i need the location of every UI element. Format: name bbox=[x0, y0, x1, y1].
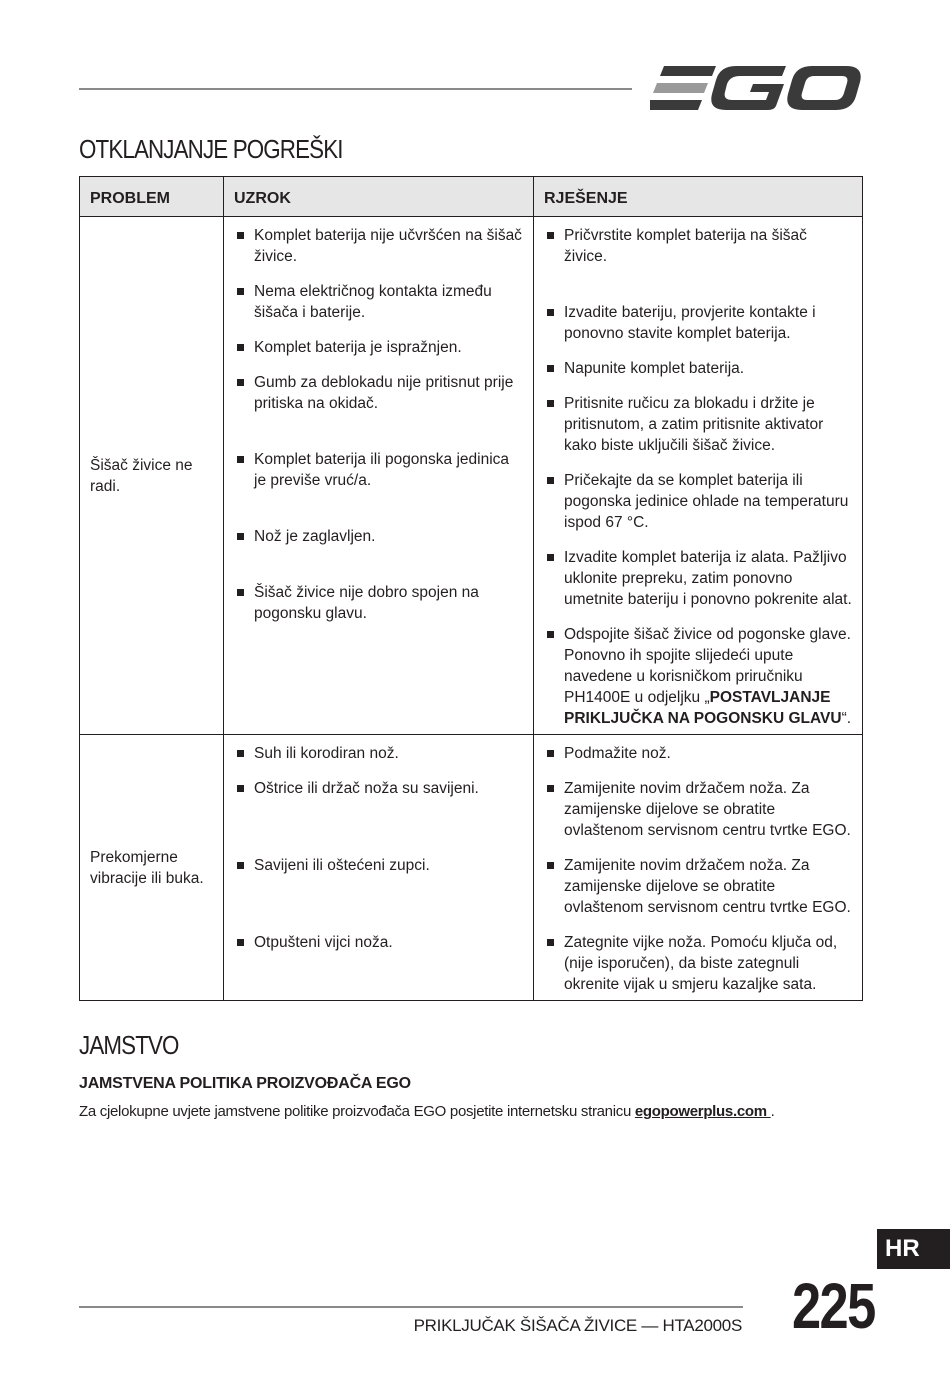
square-bullet-icon bbox=[237, 785, 244, 792]
square-bullet-icon bbox=[237, 750, 244, 757]
list-item: Komplet baterija je ispražnjen. bbox=[234, 337, 523, 358]
square-bullet-icon bbox=[547, 477, 554, 484]
list-item: Komplet baterija nije učvršćen na šišač živice. bbox=[234, 225, 523, 267]
list-item: Napunite komplet baterija. bbox=[544, 358, 852, 379]
square-bullet-icon bbox=[237, 939, 244, 946]
list-item: Savijeni ili oštećeni zupci. bbox=[234, 855, 523, 876]
square-bullet-icon bbox=[547, 554, 554, 561]
solution-cell bbox=[534, 735, 863, 1001]
list-item: Odspojite šišač živice od pogonske glave. Ponovno ih spojite slijedeći upute navedene u korisničkom priručniku PH1400E u odjeljku „POSTAVLJANJE PRIKLJUČKA NA POGONSKU GLAVU“. bbox=[544, 624, 852, 729]
square-bullet-icon bbox=[547, 400, 554, 407]
square-bullet-icon bbox=[547, 232, 554, 239]
list-item: Pričvrstite komplet baterija na šišač živice. bbox=[544, 225, 852, 267]
square-bullet-icon bbox=[237, 232, 244, 239]
list-item: Oštrice ili držač noža su savijeni. bbox=[234, 778, 523, 799]
list-item: Zamijenite novim držačem noža. Za zamijenske dijelove se obratite ovlaštenom servisnom centru tvrtke EGO. bbox=[544, 778, 852, 841]
cause-cell bbox=[224, 735, 534, 1001]
square-bullet-icon bbox=[237, 862, 244, 869]
square-bullet-icon bbox=[547, 862, 554, 869]
square-bullet-icon bbox=[547, 939, 554, 946]
language-tab: HR bbox=[877, 1229, 950, 1269]
table-row bbox=[80, 735, 863, 1001]
list-item: Zategnite vijke noža. Pomoću ključa od, (nije isporučen), da biste zategnuli okrenite vijak u smjeru kazaljke sata. bbox=[544, 932, 852, 995]
list-item: Nema električnog kontakta između šišača i baterije. bbox=[234, 281, 523, 323]
header-solution: RJEŠENJE bbox=[534, 177, 863, 217]
list-item: Komplet baterija ili pogonska jedinica je previše vruć/a. bbox=[234, 449, 523, 491]
ego-logo bbox=[650, 62, 862, 114]
list-item: Izvadite bateriju, provjerite kontakte i ponovno stavite komplet baterija. bbox=[544, 302, 852, 344]
list-item: Pričekajte da se komplet baterija ili pogonska jedinice ohlade na temperaturu ispod 67 °C. bbox=[544, 470, 852, 533]
list-item: Suh ili korodiran nož. bbox=[234, 743, 523, 764]
problem-cell: Šišač živice ne radi. bbox=[80, 217, 224, 735]
square-bullet-icon bbox=[237, 589, 244, 596]
square-bullet-icon bbox=[547, 365, 554, 372]
square-bullet-icon bbox=[237, 456, 244, 463]
problem-cell: Prekomjerne vibracije ili buka. bbox=[80, 735, 224, 1001]
warranty-title: JAMSTVO bbox=[79, 1030, 179, 1060]
footer-rule bbox=[79, 1306, 743, 1308]
square-bullet-icon bbox=[547, 750, 554, 757]
page-number: 225 bbox=[792, 1270, 875, 1342]
list-item: Šišač živice nije dobro spojen na pogonsku glavu. bbox=[234, 582, 523, 666]
list-item: Nož je zaglavljen. bbox=[234, 526, 523, 547]
list-item: Gumb za deblokadu nije pritisnut prije pritiska na okidač. bbox=[234, 372, 523, 414]
footer-title: PRIKLJUČAK ŠIŠAČA ŽIVICE — HTA2000S bbox=[413, 1316, 742, 1335]
list-item: Izvadite komplet baterija iz alata. Pažljivo uklonite prepreku, zatim ponovno umetnite bateriju i ponovno pokrenite alat. bbox=[544, 547, 852, 610]
header-cause: UZROK bbox=[224, 177, 534, 217]
square-bullet-icon bbox=[547, 309, 554, 316]
troubleshooting-table bbox=[79, 176, 863, 1001]
warranty-paragraph: Za cjelokupne uvjete jamstvene politike proizvođača EGO posjetite internetsku stranicu egopowerplus.com . bbox=[79, 1103, 775, 1120]
square-bullet-icon bbox=[237, 344, 244, 351]
list-item: Zamijenite novim držačem noža. Za zamijenske dijelove se obratite ovlaštenom servisnom centru tvrtke EGO. bbox=[544, 855, 852, 918]
square-bullet-icon bbox=[547, 785, 554, 792]
solution-cell bbox=[534, 217, 863, 735]
header-problem: PROBLEM bbox=[80, 177, 224, 217]
table-header-row bbox=[80, 177, 863, 217]
table-row bbox=[80, 217, 863, 735]
square-bullet-icon bbox=[547, 631, 554, 638]
warranty-subtitle: JAMSTVENA POLITIKA PROIZVOĐAČA EGO bbox=[79, 1075, 411, 1092]
page-title: OTKLANJANJE POGREŠKI bbox=[79, 134, 343, 164]
header-rule bbox=[79, 88, 632, 90]
square-bullet-icon bbox=[237, 288, 244, 295]
list-item: Pritisnite ručicu za blokadu i držite je pritisnutom, a zatim pritisnite aktivator kako biste uključili šišač živice. bbox=[544, 393, 852, 456]
website-link[interactable]: egopowerplus.com bbox=[634, 1103, 771, 1120]
cause-cell bbox=[224, 217, 534, 735]
square-bullet-icon bbox=[237, 533, 244, 540]
square-bullet-icon bbox=[237, 379, 244, 386]
list-item: Otpušteni vijci noža. bbox=[234, 932, 523, 988]
list-item: Podmažite nož. bbox=[544, 743, 852, 764]
